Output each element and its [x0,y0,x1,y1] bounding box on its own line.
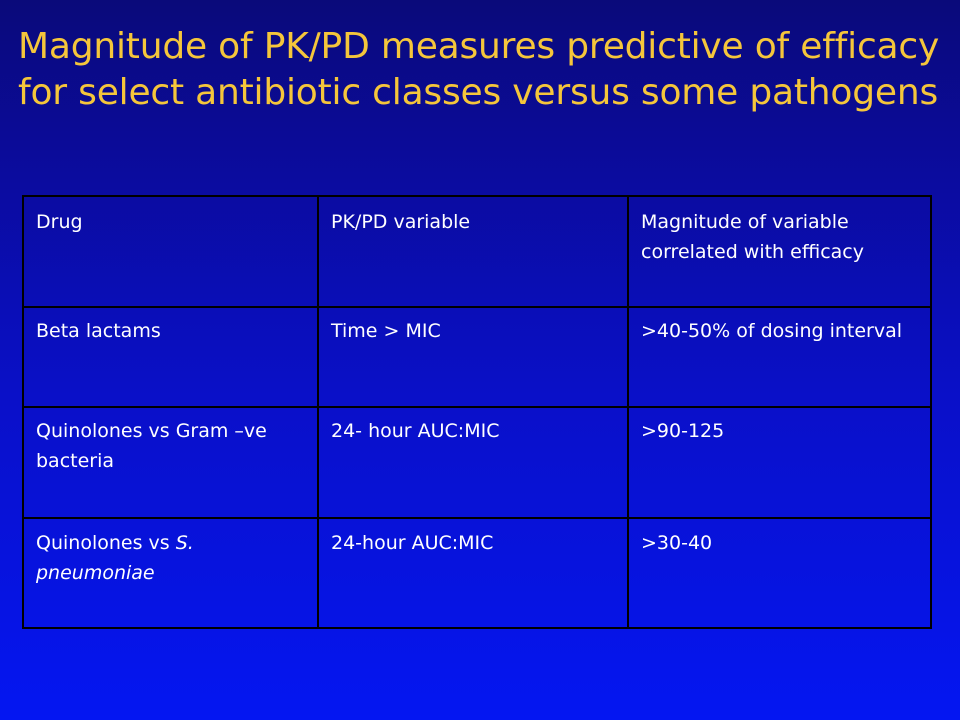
cell-drug: Beta lactams [23,307,318,407]
cell-drug: Quinolones vs Gram –ve bacteria [23,407,318,518]
table-row [23,307,931,407]
slide-title-line-2: for select antibiotic classes versus some pathogens [18,72,938,113]
header-magnitude: Magnitude of variable correlated with efficacy [628,196,931,307]
cell-magnitude: >90-125 [628,407,931,518]
slide-title-line-1: Magnitude of PK/PD measures predictive of efficacy [18,26,940,67]
slide-title [18,24,948,116]
table-row [23,518,931,628]
cell-drug [23,518,318,628]
table-row [23,407,931,518]
header-pkpd-variable: PK/PD variable [318,196,628,307]
cell-magnitude: >30-40 [628,518,931,628]
cell-pkpd-variable: 24-hour AUC:MIC [318,518,628,628]
cell-pkpd-variable: 24- hour AUC:MIC [318,407,628,518]
header-drug: Drug [23,196,318,307]
species-name: S. pneumoniae [36,532,194,584]
table-header-row [23,196,931,307]
pkpd-table [22,195,932,629]
cell-pkpd-variable: Time > MIC [318,307,628,407]
cell-magnitude: >40-50% of dosing interval [628,307,931,407]
drug-name-prefix: Quinolones vs [36,532,176,554]
